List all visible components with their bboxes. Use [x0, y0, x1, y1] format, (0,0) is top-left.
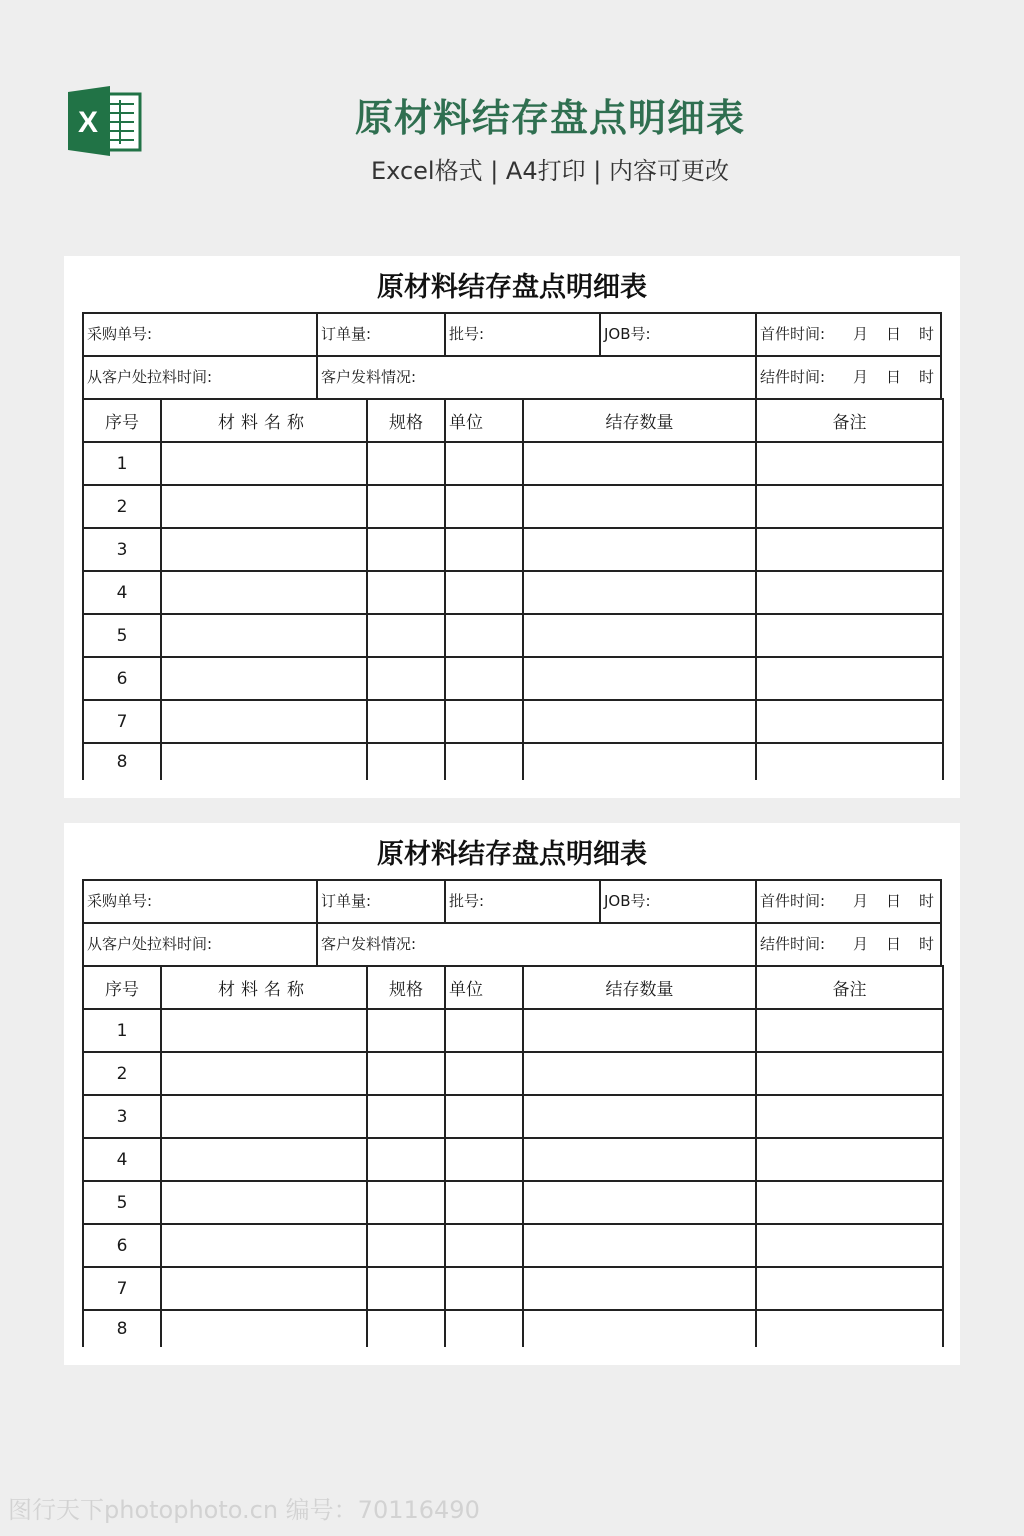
excel-icon: [68, 86, 142, 156]
table-row: [83, 657, 943, 700]
stock-qty-cell[interactable]: [523, 1095, 756, 1138]
row-serial: 5: [83, 1181, 161, 1224]
unit-cell[interactable]: [445, 528, 523, 571]
table-row: [83, 485, 943, 528]
table-header-row: [83, 966, 943, 1009]
hour-label: 时: [918, 368, 934, 386]
spec-cell[interactable]: [367, 743, 445, 780]
row-serial: 4: [83, 571, 161, 614]
spec-cell[interactable]: [367, 614, 445, 657]
order-qty-field[interactable]: 订单量:: [318, 314, 446, 355]
customer-supply-field[interactable]: 客户发料情况:: [318, 357, 757, 398]
table-row: [83, 1009, 943, 1052]
stock-qty-cell[interactable]: [523, 700, 756, 743]
remarks-cell[interactable]: [756, 614, 943, 657]
unit-cell[interactable]: [445, 1138, 523, 1181]
end-time-label: 结件时间:: [760, 935, 826, 953]
material-name-cell[interactable]: [161, 700, 367, 743]
unit-cell[interactable]: [445, 485, 523, 528]
end-time-label: 结件时间:: [760, 368, 826, 386]
inventory-sheet: [64, 823, 960, 1365]
spec-cell[interactable]: [367, 1138, 445, 1181]
material-name-cell[interactable]: [161, 657, 367, 700]
material-name-cell[interactable]: [161, 1181, 367, 1224]
col-header-material-name: 材料名称: [161, 399, 367, 442]
remarks-cell[interactable]: [756, 528, 943, 571]
unit-cell[interactable]: [445, 614, 523, 657]
material-name-cell[interactable]: [161, 1138, 367, 1181]
watermark: 图行天下photophoto.cn 编号：70116490: [8, 1496, 480, 1524]
row-serial: 1: [83, 1009, 161, 1052]
page-subtitle: Excel格式 | A4打印 | 内容可更改: [371, 157, 729, 185]
customer-supply-field[interactable]: 客户发料情况:: [318, 924, 757, 965]
stock-qty-cell[interactable]: [523, 657, 756, 700]
remarks-cell[interactable]: [756, 1095, 943, 1138]
col-header-unit: 单位: [445, 966, 523, 1009]
row-serial: 2: [83, 1052, 161, 1095]
pull-time-field[interactable]: 从客户处拉料时间:: [84, 357, 318, 398]
remarks-cell[interactable]: [756, 1181, 943, 1224]
row-serial: 7: [83, 700, 161, 743]
row-serial: 1: [83, 442, 161, 485]
end-time-field[interactable]: [757, 924, 940, 965]
unit-cell[interactable]: [445, 571, 523, 614]
table-row: [83, 571, 943, 614]
row-serial: 4: [83, 1138, 161, 1181]
unit-cell[interactable]: [445, 1181, 523, 1224]
table-row: [83, 442, 943, 485]
unit-cell[interactable]: [445, 1224, 523, 1267]
col-header-spec: 规格: [367, 966, 445, 1009]
table-row: [83, 1224, 943, 1267]
info-row-1: [82, 879, 942, 922]
stock-qty-cell[interactable]: [523, 1181, 756, 1224]
stock-qty-cell[interactable]: [523, 442, 756, 485]
material-name-cell[interactable]: [161, 1267, 367, 1310]
col-header-serial: 序号: [83, 399, 161, 442]
row-serial: 6: [83, 1224, 161, 1267]
table-row: [83, 1138, 943, 1181]
spec-cell[interactable]: [367, 442, 445, 485]
sheet-title: 原材料结存盘点明细表: [377, 272, 647, 303]
remarks-cell[interactable]: [756, 1310, 943, 1347]
job-no-field[interactable]: JOB号:: [601, 881, 757, 922]
inventory-sheet: [64, 256, 960, 798]
unit-cell[interactable]: [445, 1095, 523, 1138]
material-name-cell[interactable]: [161, 1052, 367, 1095]
first-piece-time-field[interactable]: [757, 314, 940, 355]
col-header-unit: 单位: [445, 399, 523, 442]
info-row-1: [82, 312, 942, 355]
table-row: [83, 1181, 943, 1224]
material-name-cell[interactable]: [161, 1310, 367, 1347]
row-serial: 3: [83, 528, 161, 571]
remarks-cell[interactable]: [756, 1009, 943, 1052]
table-header-row: [83, 399, 943, 442]
spec-cell[interactable]: [367, 1181, 445, 1224]
spec-cell[interactable]: [367, 700, 445, 743]
row-serial: 8: [83, 743, 161, 780]
purchase-no-field[interactable]: 采购单号:: [84, 881, 318, 922]
material-name-cell[interactable]: [161, 743, 367, 780]
remarks-cell[interactable]: [756, 1224, 943, 1267]
stock-qty-cell[interactable]: [523, 528, 756, 571]
remarks-cell[interactable]: [756, 1138, 943, 1181]
spec-cell[interactable]: [367, 1009, 445, 1052]
spec-cell[interactable]: [367, 657, 445, 700]
table-row: [83, 1095, 943, 1138]
first-piece-time-label: 首件时间:: [760, 892, 826, 910]
stock-qty-cell[interactable]: [523, 485, 756, 528]
batch-no-field[interactable]: 批号:: [446, 314, 601, 355]
row-serial: 6: [83, 657, 161, 700]
table-row: [83, 1052, 943, 1095]
col-header-spec: 规格: [367, 399, 445, 442]
excel-logo-letter: X: [77, 106, 99, 139]
material-name-cell[interactable]: [161, 528, 367, 571]
row-serial: 2: [83, 485, 161, 528]
unit-cell[interactable]: [445, 1009, 523, 1052]
unit-cell[interactable]: [445, 657, 523, 700]
unit-cell[interactable]: [445, 743, 523, 780]
material-name-cell[interactable]: [161, 1009, 367, 1052]
unit-cell[interactable]: [445, 442, 523, 485]
remarks-cell[interactable]: [756, 571, 943, 614]
remarks-cell[interactable]: [756, 1052, 943, 1095]
spec-cell[interactable]: [367, 528, 445, 571]
remarks-cell[interactable]: [756, 485, 943, 528]
col-header-serial: 序号: [83, 966, 161, 1009]
material-name-cell[interactable]: [161, 614, 367, 657]
stock-qty-cell[interactable]: [523, 1052, 756, 1095]
month-label: 月: [852, 368, 868, 386]
remarks-cell[interactable]: [756, 700, 943, 743]
row-serial: 8: [83, 1310, 161, 1347]
col-header-material-name: 材料名称: [161, 966, 367, 1009]
pull-time-field[interactable]: 从客户处拉料时间:: [84, 924, 318, 965]
day-label: 日: [885, 368, 901, 386]
row-serial: 7: [83, 1267, 161, 1310]
day-label: 日: [885, 325, 901, 343]
table-row: [83, 1267, 943, 1310]
col-header-stock-qty: 结存数量: [523, 966, 756, 1009]
inventory-table: [82, 965, 944, 1347]
table-row: [83, 743, 943, 780]
hour-label: 时: [918, 892, 934, 910]
job-no-field[interactable]: JOB号:: [601, 314, 757, 355]
first-piece-time-field[interactable]: [757, 881, 940, 922]
sheet-title: 原材料结存盘点明细表: [377, 839, 647, 870]
first-piece-time-label: 首件时间:: [760, 325, 826, 343]
remarks-cell[interactable]: [756, 1267, 943, 1310]
spec-cell[interactable]: [367, 1052, 445, 1095]
stock-qty-cell[interactable]: [523, 614, 756, 657]
material-name-cell[interactable]: [161, 1095, 367, 1138]
info-row-2: [82, 355, 942, 398]
table-row: [83, 1310, 943, 1347]
month-label: 月: [852, 892, 868, 910]
stock-qty-cell[interactable]: [523, 1009, 756, 1052]
spec-cell[interactable]: [367, 485, 445, 528]
spec-cell[interactable]: [367, 1267, 445, 1310]
month-label: 月: [852, 935, 868, 953]
remarks-cell[interactable]: [756, 657, 943, 700]
stock-qty-cell[interactable]: [523, 571, 756, 614]
col-header-stock-qty: 结存数量: [523, 399, 756, 442]
stock-qty-cell[interactable]: [523, 1224, 756, 1267]
stock-qty-cell[interactable]: [523, 1138, 756, 1181]
spec-cell[interactable]: [367, 1224, 445, 1267]
order-qty-field[interactable]: 订单量:: [318, 881, 446, 922]
unit-cell[interactable]: [445, 1310, 523, 1347]
col-header-remarks: 备注: [756, 966, 943, 1009]
material-name-cell[interactable]: [161, 1224, 367, 1267]
info-row-2: [82, 922, 942, 965]
remarks-cell[interactable]: [756, 442, 943, 485]
material-name-cell[interactable]: [161, 485, 367, 528]
spec-cell[interactable]: [367, 571, 445, 614]
inventory-table: [82, 398, 944, 780]
table-row: [83, 614, 943, 657]
unit-cell[interactable]: [445, 700, 523, 743]
batch-no-field[interactable]: 批号:: [446, 881, 601, 922]
remarks-cell[interactable]: [756, 743, 943, 780]
page-title: 原材料结存盘点明细表: [354, 96, 745, 140]
stock-qty-cell[interactable]: [523, 743, 756, 780]
stock-qty-cell[interactable]: [523, 1267, 756, 1310]
end-time-field[interactable]: [757, 357, 940, 398]
material-name-cell[interactable]: [161, 442, 367, 485]
unit-cell[interactable]: [445, 1052, 523, 1095]
row-serial: 3: [83, 1095, 161, 1138]
material-name-cell[interactable]: [161, 571, 367, 614]
spec-cell[interactable]: [367, 1310, 445, 1347]
month-label: 月: [852, 325, 868, 343]
day-label: 日: [885, 935, 901, 953]
spec-cell[interactable]: [367, 1095, 445, 1138]
unit-cell[interactable]: [445, 1267, 523, 1310]
col-header-remarks: 备注: [756, 399, 943, 442]
day-label: 日: [885, 892, 901, 910]
stock-qty-cell[interactable]: [523, 1310, 756, 1347]
table-row: [83, 700, 943, 743]
row-serial: 5: [83, 614, 161, 657]
purchase-no-field[interactable]: 采购单号:: [84, 314, 318, 355]
hour-label: 时: [918, 325, 934, 343]
hour-label: 时: [918, 935, 934, 953]
table-row: [83, 528, 943, 571]
